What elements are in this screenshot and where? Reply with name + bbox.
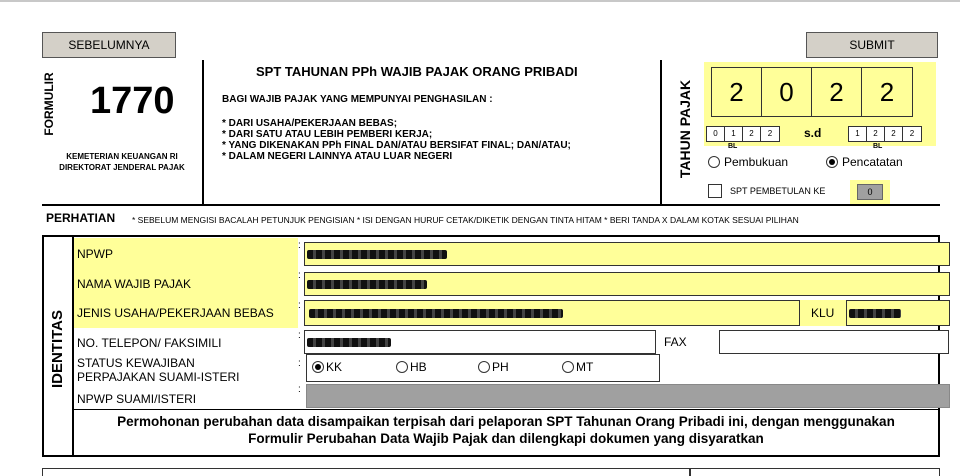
npwp-suami-colon: : <box>298 384 301 395</box>
pembetulan-number-field[interactable]: 0 <box>857 184 883 200</box>
period-end-digit: 2 <box>903 127 921 141</box>
header-divider-left <box>202 60 204 204</box>
formulir-label: FORMULIR <box>42 72 56 136</box>
notice-text <box>72 413 940 447</box>
tax-year-digits <box>711 67 913 117</box>
next-section-left <box>42 468 690 476</box>
status-option-kk[interactable] <box>312 360 342 374</box>
status-option-mt[interactable] <box>562 360 593 374</box>
status-option-hb[interactable] <box>396 360 427 374</box>
notice-divider <box>72 409 940 410</box>
klu-redacted-value <box>849 309 901 318</box>
identitas-label: IDENTITAS <box>49 309 66 389</box>
radio-unselected-icon[interactable] <box>562 361 574 373</box>
npwp-colon: : <box>298 240 301 251</box>
nama-redacted-value <box>307 280 427 289</box>
radio-unselected-icon[interactable] <box>396 361 408 373</box>
radio-selected-icon[interactable] <box>312 361 324 373</box>
period-end-field[interactable] <box>848 126 922 142</box>
next-section-right <box>690 468 940 476</box>
nama-colon: : <box>298 270 301 281</box>
ministry-line-1: KEMETERIAN KEUANGAN RI <box>66 152 178 161</box>
period-end-digit: 1 <box>849 127 867 141</box>
tax-year-digit[interactable]: 2 <box>862 68 912 116</box>
telepon-input[interactable] <box>304 330 656 354</box>
status-option-label: PH <box>492 360 509 374</box>
header-bottom-rule <box>42 204 940 206</box>
form-subtitle: BAGI WAJIB PAJAK YANG MEMPUNYAI PENGHASILAN : <box>222 94 493 105</box>
status-colon: : <box>298 358 301 369</box>
spt-pembetulan-checkbox[interactable] <box>708 184 722 198</box>
telepon-colon: : <box>298 330 301 341</box>
perhatian-text: * SEBELUM MENGISI BACALAH PETUNJUK PENGISIAN * ISI DENGAN HURUF CETAK/DIKETIK DENGAN TINTA HITAM * BERI TANDA X DALAM KOTAK SESUAI PILIHAN <box>132 215 799 225</box>
jenis-usaha-colon: : <box>298 300 301 311</box>
income-source-list <box>222 118 571 162</box>
fax-input[interactable] <box>719 330 949 354</box>
spt-pembetulan-label: SPT PEMBETULAN KE <box>730 186 826 196</box>
status-option-label: MT <box>576 360 594 374</box>
status-option-label: KK <box>326 360 343 374</box>
nama-input[interactable] <box>304 272 950 296</box>
jenis-usaha-redacted-value <box>309 309 563 318</box>
income-source-item: * DARI SATU ATAU LEBIH PEMBERI KERJA; <box>222 129 433 140</box>
npwp-input[interactable] <box>304 242 950 266</box>
ministry-block <box>44 151 200 173</box>
nama-label: NAMA WAJIB PAJAK <box>77 277 192 291</box>
ministry-line-2: DIREKTORAT JENDERAL PAJAK <box>59 163 185 172</box>
period-start-bl: BL <box>728 143 738 150</box>
klu-input[interactable] <box>846 300 950 326</box>
period-end-digit: 2 <box>867 127 885 141</box>
status-option-label: HB <box>410 360 427 374</box>
notice-line-2: Formulir Perubahan Data Wajib Pajak dan dilengkapi dokumen yang disyaratkan <box>248 431 764 446</box>
telepon-label: NO. TELEPON/ FAKSIMILI <box>77 336 222 350</box>
top-divider <box>0 0 960 2</box>
period-start-digit: 2 <box>761 127 779 141</box>
tax-year-digit[interactable]: 2 <box>712 68 762 116</box>
period-start-digit: 2 <box>743 127 761 141</box>
perhatian-label: PERHATIAN <box>46 211 116 225</box>
fax-label: FAX <box>664 335 687 349</box>
npwp-suami-label: NPWP SUAMI/ISTERI <box>77 392 197 406</box>
jenis-usaha-label: JENIS USAHA/PEKERJAAN BEBAS <box>77 306 274 320</box>
form-title: SPT TAHUNAN PPh WAJIB PAJAK ORANG PRIBADI <box>256 64 578 79</box>
tax-year-label: TAHUN PAJAK <box>677 79 693 179</box>
period-end-digit: 2 <box>885 127 903 141</box>
radio-pencatatan-label: Pencatatan <box>842 155 903 169</box>
tax-year-digit[interactable]: 0 <box>762 68 812 116</box>
npwp-suami-input[interactable] <box>306 384 950 408</box>
income-source-item: * DARI USAHA/PEKERJAAN BEBAS; <box>222 118 398 129</box>
telepon-redacted-value <box>307 338 391 347</box>
previous-button[interactable]: SEBELUMNYA <box>42 32 176 58</box>
form-number: 1770 <box>90 80 175 122</box>
status-option-ph[interactable] <box>478 360 509 374</box>
income-source-item: * DALAM NEGERI LAINNYA ATAU LUAR NEGERI <box>222 151 453 162</box>
period-end-bl: BL <box>873 143 883 150</box>
radio-pencatatan[interactable] <box>826 155 903 169</box>
radio-pembukuan-label: Pembukuan <box>724 155 789 169</box>
npwp-redacted-value <box>307 250 447 259</box>
period-start-digit: 0 <box>707 127 725 141</box>
radio-unselected-icon[interactable] <box>708 156 720 168</box>
header-divider-right <box>660 60 662 204</box>
period-start-digit: 1 <box>725 127 743 141</box>
radio-unselected-icon[interactable] <box>478 361 490 373</box>
status-label <box>77 356 239 384</box>
radio-selected-icon[interactable] <box>826 156 838 168</box>
klu-label: KLU <box>811 306 835 320</box>
npwp-label: NPWP <box>77 247 113 261</box>
tax-year-digit[interactable]: 2 <box>812 68 862 116</box>
period-sd-label: s.d <box>804 126 822 140</box>
status-label-line-2: PERPAJAKAN SUAMI-ISTERI <box>77 370 240 384</box>
radio-pembukuan[interactable] <box>708 155 788 169</box>
period-start-field[interactable] <box>706 126 780 142</box>
income-source-item: * YANG DIKENAKAN PPh FINAL DAN/ATAU BERSIFAT FINAL; DAN/ATAU; <box>222 140 571 151</box>
notice-line-1: Permohonan perubahan data disampaikan terpisah dari pelaporan SPT Tahunan Orang Pribadi ini, dengan menggunakan <box>117 414 895 429</box>
jenis-usaha-input[interactable] <box>304 300 800 326</box>
status-label-line-1: STATUS KEWAJIBAN <box>77 356 195 370</box>
submit-button[interactable]: SUBMIT <box>806 32 938 58</box>
